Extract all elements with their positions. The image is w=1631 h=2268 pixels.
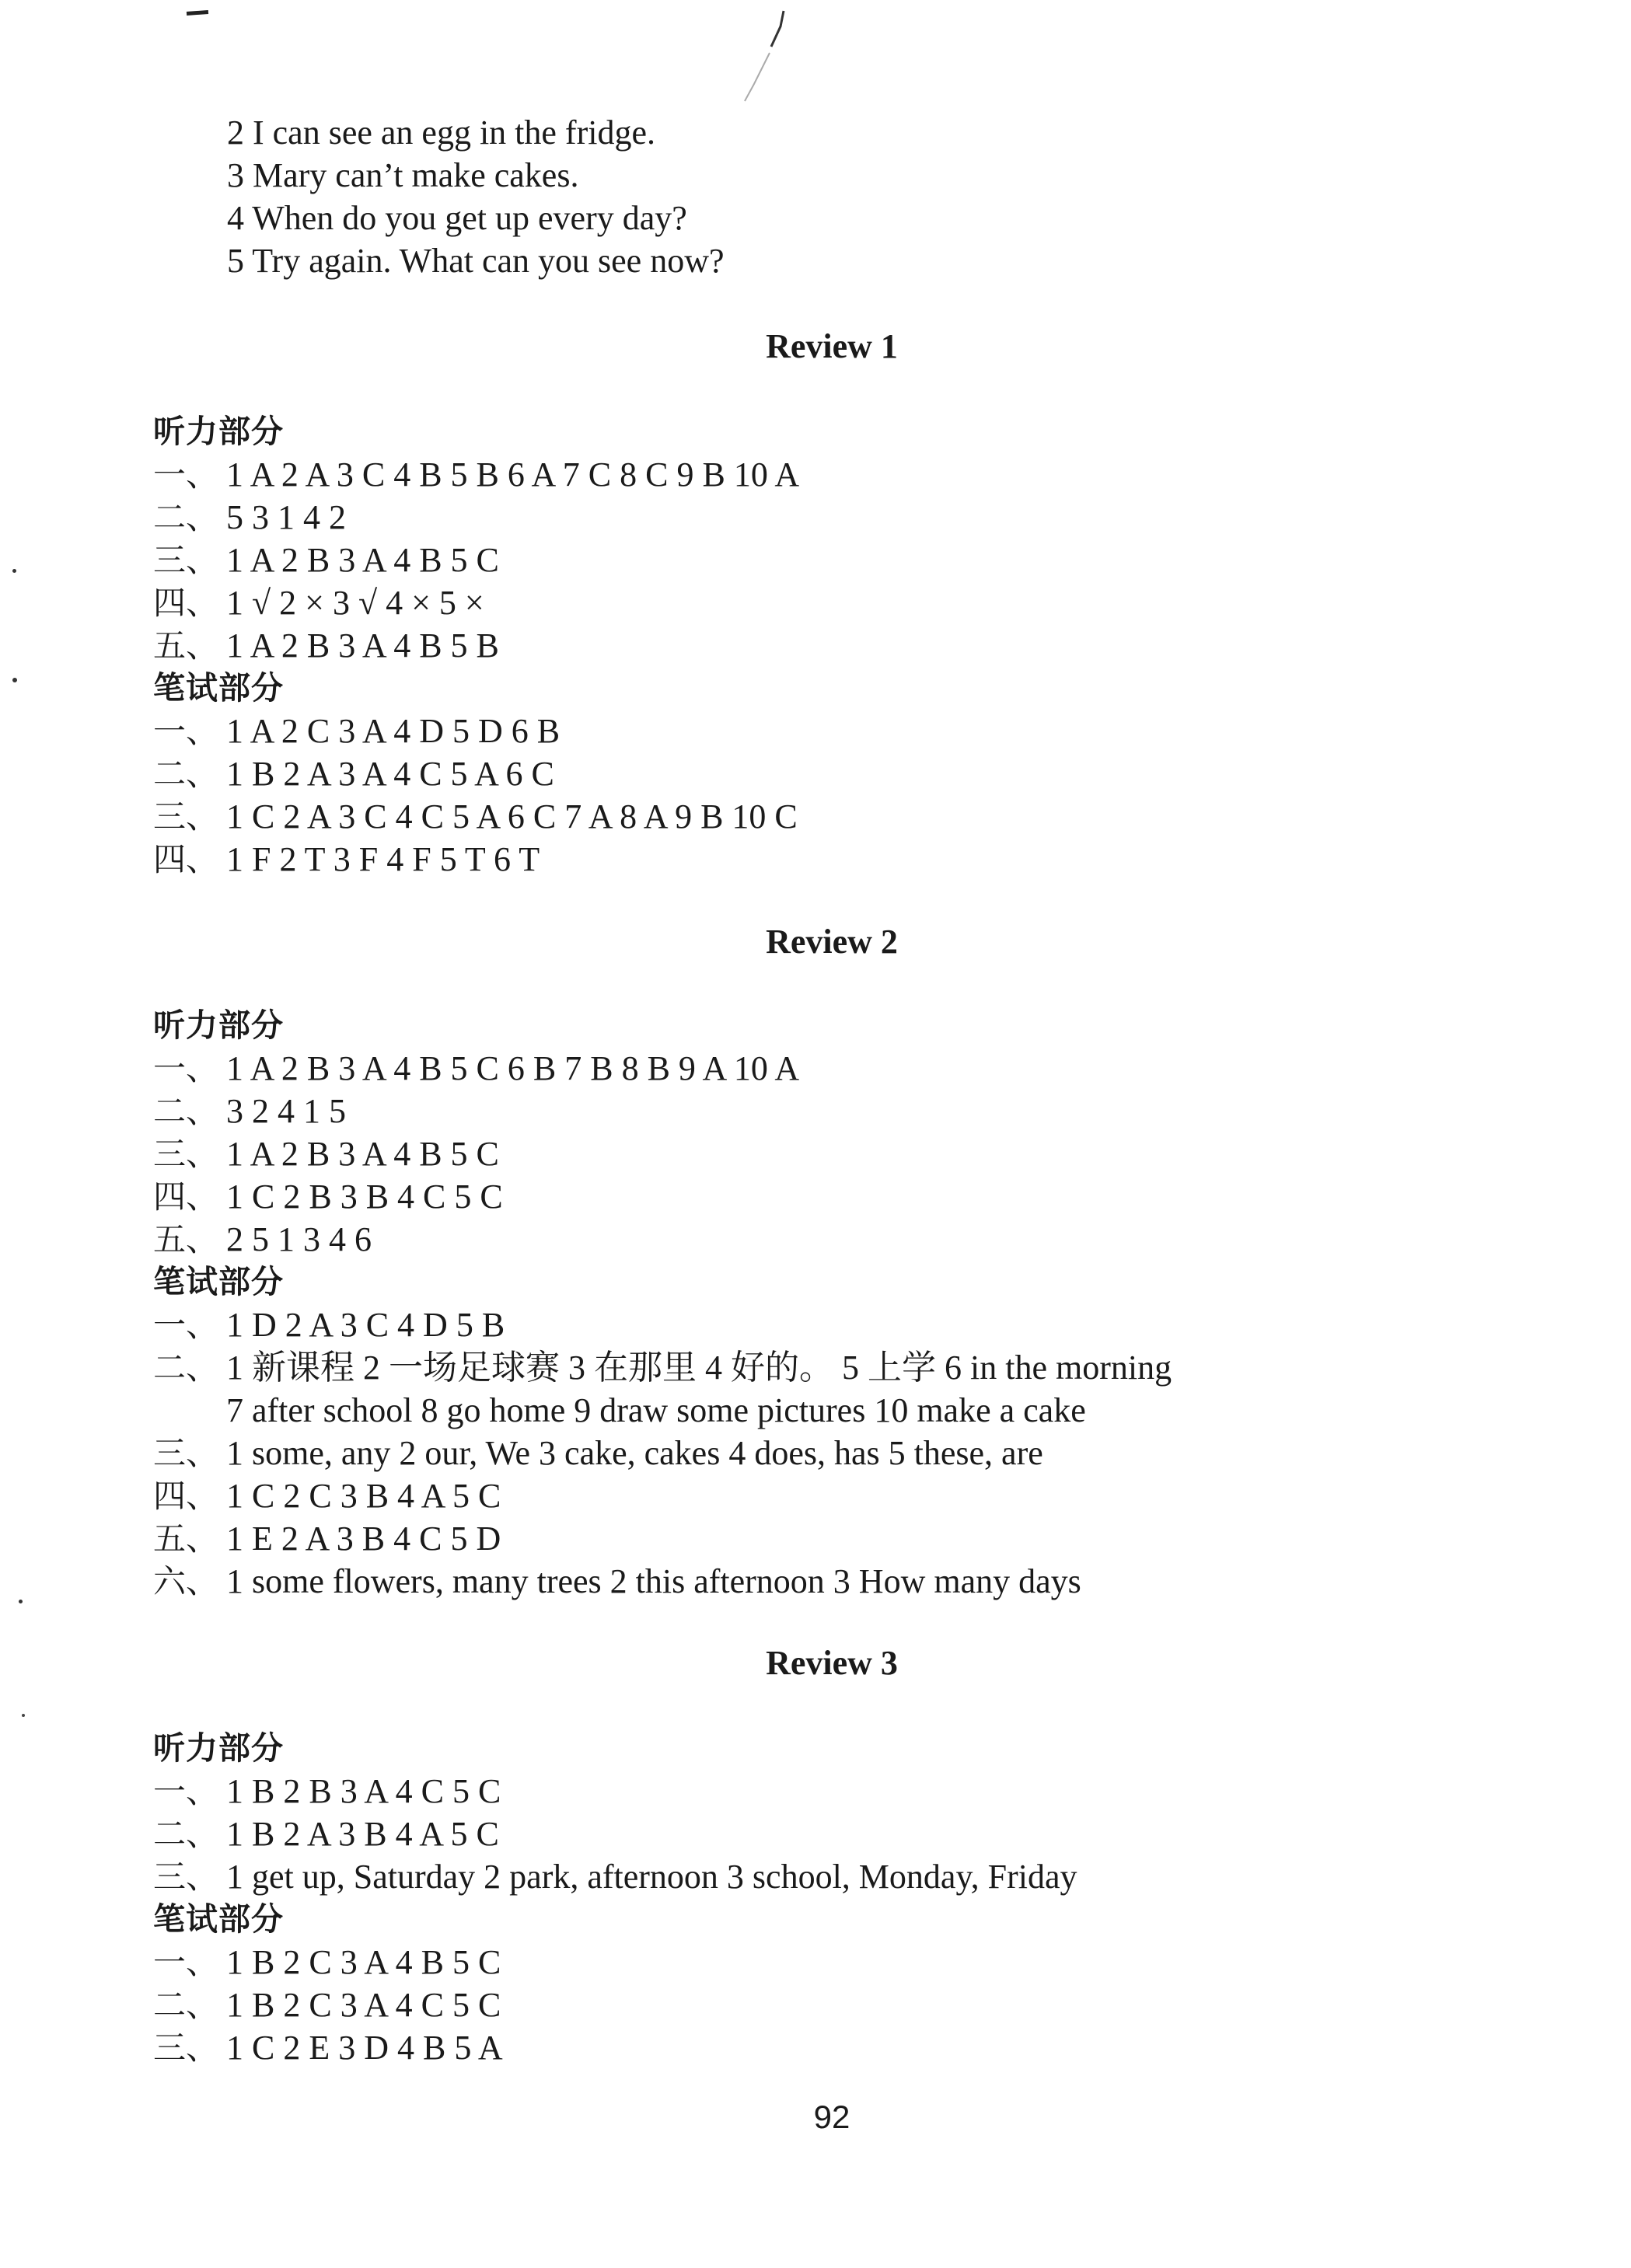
row-label: 二、	[153, 1349, 219, 1387]
row-label: 一、	[153, 1772, 219, 1810]
answer-row	[153, 1517, 1172, 1560]
writing-heading: 笔试部分	[153, 669, 284, 707]
answer-row	[153, 624, 799, 667]
row-label: 六、	[153, 1562, 219, 1600]
row-answers: 1 B 2 A 3 B 4 A 5 C	[226, 1815, 499, 1853]
answer-row	[153, 1303, 1172, 1346]
row-label: 一、	[153, 1049, 219, 1087]
answer-row	[153, 710, 799, 752]
row-answers: 3 2 4 1 5	[226, 1092, 346, 1130]
row-label: 四、	[153, 1178, 219, 1216]
intro-line: 5 Try again. What can you see now?	[227, 242, 725, 280]
row-answers: 1 some, any 2 our, We 3 cake, cakes 4 does, has 5 these, are	[226, 1434, 1043, 1472]
intro-line: 2 I can see an egg in the fridge.	[227, 113, 655, 152]
row-answers: 1 some flowers, many trees 2 this afternoon 3 How many days	[226, 1562, 1081, 1600]
review-3-answers	[153, 1727, 1077, 2069]
row-answers: 1 C 2 B 3 B 4 C 5 C	[226, 1178, 503, 1216]
listening-heading: 听力部分	[153, 1729, 284, 1767]
answer-row	[153, 1432, 1172, 1474]
intro-line: 3 Mary can’t make cakes.	[227, 156, 579, 194]
writing-heading: 笔试部分	[153, 1263, 284, 1300]
row-label: 四、	[153, 840, 219, 878]
row-label: 五、	[153, 1220, 219, 1258]
answer-row	[153, 453, 799, 496]
answer-row	[153, 838, 799, 881]
answer-row	[153, 1941, 1077, 1984]
row-answers: 1 A 2 A 3 C 4 B 5 B 6 A 7 C 8 C 9 B 10 A	[226, 455, 800, 494]
answer-row	[153, 1047, 1172, 1090]
row-label: 四、	[153, 1477, 219, 1515]
scan-dot	[22, 1714, 25, 1717]
row-answers: 5 3 1 4 2	[226, 498, 346, 536]
row-answers: 1 C 2 C 3 B 4 A 5 C	[226, 1477, 501, 1515]
answer-row	[153, 1984, 1077, 2026]
row-answers: 1 √ 2 × 3 √ 4 × 5 ×	[226, 584, 484, 622]
row-answers: 1 A 2 B 3 A 4 B 5 C 6 B 7 B 8 B 9 A 10 A	[226, 1049, 800, 1087]
answer-row	[153, 1346, 1172, 1389]
review-2-answers	[153, 1004, 1172, 1603]
answer-row	[153, 1218, 1172, 1261]
row-answers: 1 get up, Saturday 2 park, afternoon 3 school, Monday, Friday	[226, 1858, 1077, 1896]
answer-row	[153, 1770, 1077, 1813]
row-label: 四、	[153, 584, 219, 622]
row-label: 一、	[153, 712, 219, 750]
row-answers: 1 A 2 B 3 A 4 B 5 C	[226, 1135, 499, 1173]
review-1-answers	[153, 410, 799, 881]
row-answers: 1 A 2 B 3 A 4 B 5 C	[226, 541, 499, 579]
scan-dot	[12, 678, 17, 682]
row-answers: 1 C 2 A 3 C 4 C 5 A 6 C 7 A 8 A 9 B 10 C	[226, 797, 798, 836]
answer-row	[153, 1560, 1172, 1603]
row-answers: 1 B 2 C 3 A 4 C 5 C	[226, 1986, 501, 2024]
scan-mark-top-left	[187, 10, 208, 16]
row-answers: 7 after school 8 go home 9 draw some pictures 10 make a cake	[226, 1391, 1086, 1429]
row-label: 二、	[153, 1092, 219, 1130]
page-number: 92	[813, 2099, 850, 2135]
row-label: 三、	[153, 1858, 219, 1896]
row-label: 一、	[153, 455, 219, 494]
row-label: 三、	[153, 1434, 219, 1472]
answer-row	[153, 496, 799, 539]
row-label: 三、	[153, 541, 219, 579]
row-label: 三、	[153, 2029, 219, 2067]
writing-heading: 笔试部分	[153, 1900, 284, 1938]
row-answers: 1 B 2 C 3 A 4 B 5 C	[226, 1943, 501, 1981]
row-label: 五、	[153, 1520, 219, 1558]
answer-row	[153, 1132, 1172, 1175]
row-answers: 1 新课程 2 一场足球赛 3 在那里 4 好的。 5 上学 6 in the morning	[226, 1349, 1172, 1387]
row-label: 三、	[153, 797, 219, 836]
answer-row	[153, 795, 799, 838]
row-label: 一、	[153, 1306, 219, 1344]
review-2-title: Review 2	[766, 923, 898, 961]
scan-pen-stroke	[731, 6, 793, 107]
row-answers: 1 A 2 C 3 A 4 D 5 D 6 B	[226, 712, 561, 750]
review-1-title: Review 1	[766, 327, 898, 365]
scan-dot	[12, 569, 16, 573]
row-label: 三、	[153, 1135, 219, 1173]
intro-line: 4 When do you get up every day?	[227, 199, 687, 237]
answer-row	[153, 2026, 1077, 2069]
row-label: 二、	[153, 1986, 219, 2024]
row-answers: 1 B 2 A 3 A 4 C 5 A 6 C	[226, 755, 554, 793]
row-answers: 1 E 2 A 3 B 4 C 5 D	[226, 1520, 501, 1558]
listening-heading: 听力部分	[153, 413, 284, 450]
answer-row	[153, 581, 799, 624]
row-answers: 1 D 2 A 3 C 4 D 5 B	[226, 1306, 505, 1344]
answer-row	[153, 1175, 1172, 1218]
row-answers: 1 C 2 E 3 D 4 B 5 A	[226, 2029, 503, 2067]
scan-dot	[19, 1600, 23, 1603]
answer-row	[153, 1090, 1172, 1132]
answer-row	[153, 752, 799, 795]
row-label: 二、	[153, 498, 219, 536]
answer-row	[153, 1389, 1172, 1432]
row-label: 二、	[153, 755, 219, 793]
row-label: 一、	[153, 1943, 219, 1981]
answer-row	[153, 539, 799, 581]
answer-row	[153, 1855, 1077, 1898]
row-label: 五、	[153, 626, 219, 665]
row-answers: 2 5 1 3 4 6	[226, 1220, 372, 1258]
row-label: 二、	[153, 1815, 219, 1853]
intro-answers	[227, 111, 725, 282]
listening-heading: 听力部分	[153, 1007, 284, 1044]
row-answers: 1 F 2 T 3 F 4 F 5 T 6 T	[226, 840, 540, 878]
row-answers: 1 B 2 B 3 A 4 C 5 C	[226, 1772, 501, 1810]
row-answers: 1 A 2 B 3 A 4 B 5 B	[226, 626, 499, 665]
answer-row	[153, 1474, 1172, 1517]
answer-row	[153, 1813, 1077, 1855]
review-3-title: Review 3	[766, 1644, 898, 1682]
